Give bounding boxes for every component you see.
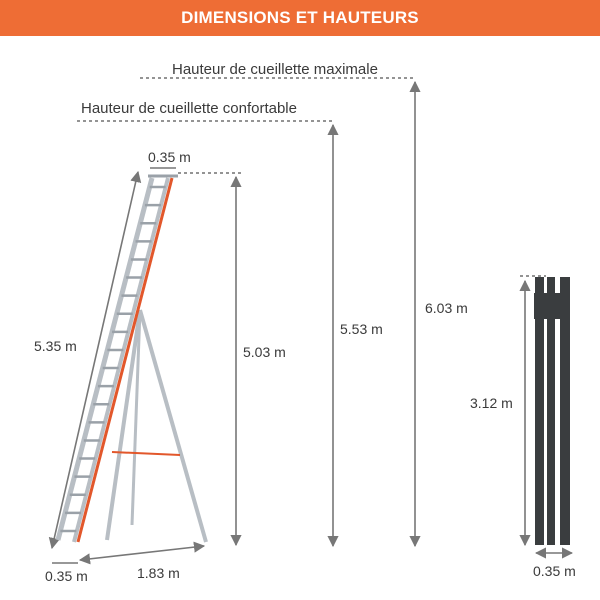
comfortable-height-value: 5.53 m	[340, 321, 383, 337]
base-width-value: 0.35 m	[45, 568, 88, 584]
header-title: DIMENSIONS ET HAUTEURS	[181, 8, 419, 27]
folded-ladder	[520, 276, 570, 545]
folded-bracket	[534, 293, 570, 319]
folded-height-value: 3.12 m	[470, 395, 513, 411]
folded-width-value: 0.35 m	[533, 563, 576, 579]
extended-ladder	[58, 176, 206, 542]
ladder-length-value: 5.35 m	[34, 338, 77, 354]
max-picking-height-indicator	[140, 61, 415, 78]
base-depth-value: 1.83 m	[137, 565, 180, 581]
base-depth-arrow	[80, 546, 204, 560]
max-picking-height-label: Hauteur de cueillette maximale	[172, 61, 378, 78]
platform-height-value: 5.03 m	[243, 344, 286, 360]
rear-leg-right	[140, 310, 206, 542]
ladder-rail-right-accent	[78, 178, 172, 542]
comfortable-picking-height-label: Hauteur de cueillette confortable	[81, 100, 297, 117]
max-height-value: 6.03 m	[425, 300, 468, 316]
safety-strap	[112, 452, 180, 455]
comfortable-picking-height-indicator	[77, 100, 335, 121]
top-width-value: 0.35 m	[148, 149, 191, 165]
